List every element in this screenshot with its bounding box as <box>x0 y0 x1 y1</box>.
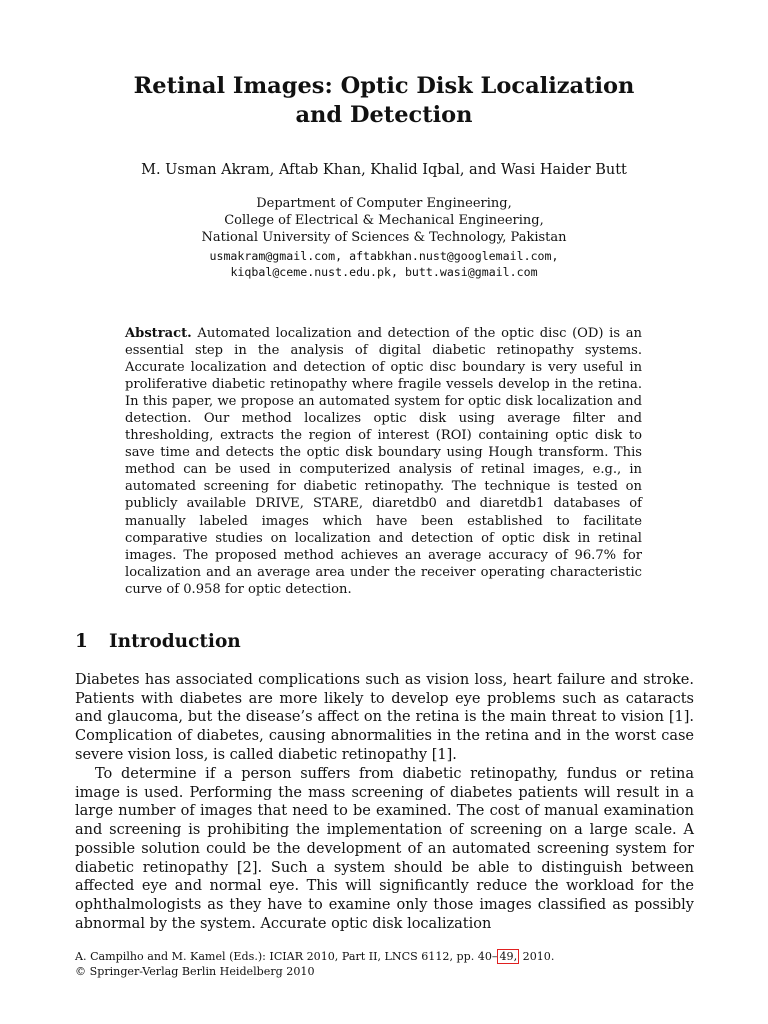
affiliation-line-1: Department of Computer Engineering, <box>256 196 512 211</box>
copyright-line: © Springer-Verlag Berlin Heidelberg 2010 <box>75 965 315 978</box>
email-line-1: usmakram@gmail.com, aftabkhan.nust@googlemail.com, <box>209 249 559 263</box>
citation-prefix: A. Campilho and M. Kamel (Eds.): ICIAR 2010, Part II, LNCS 6112, pp. 40– <box>75 950 498 963</box>
abstract <box>125 325 642 598</box>
affiliation-block <box>0 195 768 246</box>
affiliation-line-2: College of Electrical & Mechanical Engineering, <box>224 213 544 228</box>
body-paragraph-2: To determine if a person suffers from diabetic retinopathy, fundus or retina image is used. Performing the mass screening of diabetes patients will result in a large number of images that need to be examined. The cost of manual examination and screening is prohibiting the implementation of screening on a large scale. A possible solution could be the development of an automated screening system for diabetic retinopathy [2]. Such a system should be able to distinguish between affected eye and normal eye. This will significantly reduce the workload for the ophthalmologists as they have to examine only those images classified as possibly abnormal by the system. Accurate optic disk localization <box>75 766 694 932</box>
abstract-label: Abstract. <box>125 326 192 341</box>
footer <box>75 949 695 979</box>
citation-line <box>75 949 695 964</box>
section-heading: Introduction <box>109 631 241 652</box>
citation-suffix: 2010. <box>519 950 555 963</box>
email-line-2: kiqbal@ceme.nust.edu.pk, butt.wasi@gmail.com <box>230 265 538 279</box>
section-number: 1 <box>75 631 88 652</box>
abstract-text: Automated localization and detection of the optic disc (OD) is an essential step in the analysis of digital diabetic retinopathy systems. Accurate localization and detection of optic disc boundary is very useful in proliferative diabetic retinopathy where fragile vessels develop in the retina. In this paper, we propose an automated system for optic disk localization and detection. Our method localizes optic disk using average filter and thresholding, extracts the region of interest (ROI) containing optic disk to save time and detects the optic disk boundary using Hough transform. This method can be used in computerized analysis of retinal images, e.g., in automated screening for diabetic retinopathy. The technique is tested on publicly available DRIVE, STARE, diaretdb0 and diaretdb1 databases of manually labeled images which have been established to facilitate comparative studies on localization and detection of optic disk in retinal images. The proposed method achieves an average accuracy of 96.7% for localization and an average area under the receiver operating characteristic curve of 0.958 for optic detection. <box>125 326 642 597</box>
body-paragraph-1: Diabetes has associated complications such as vision loss, heart failure and stroke. Patients with diabetes are more likely to develop eye problems such as cataracts and glaucoma, but the disease’s affect on the retina is the main threat to vision [1]. Complication of diabetes, causing abnormalities in the retina and in the worst case severe vision loss, is called diabetic retinopathy [1]. <box>75 672 694 763</box>
paper-title <box>0 72 768 130</box>
author-list: M. Usman Akram, Aftab Khan, Khalid Iqbal, and Wasi Haider Butt <box>141 162 627 178</box>
page-end-link[interactable]: 49, <box>499 950 518 963</box>
title-line-1: Retinal Images: Optic Disk Localization <box>133 73 635 99</box>
title-line-2: and Detection <box>295 102 473 128</box>
affiliation-line-3: National University of Sciences & Technology, Pakistan <box>201 230 567 245</box>
